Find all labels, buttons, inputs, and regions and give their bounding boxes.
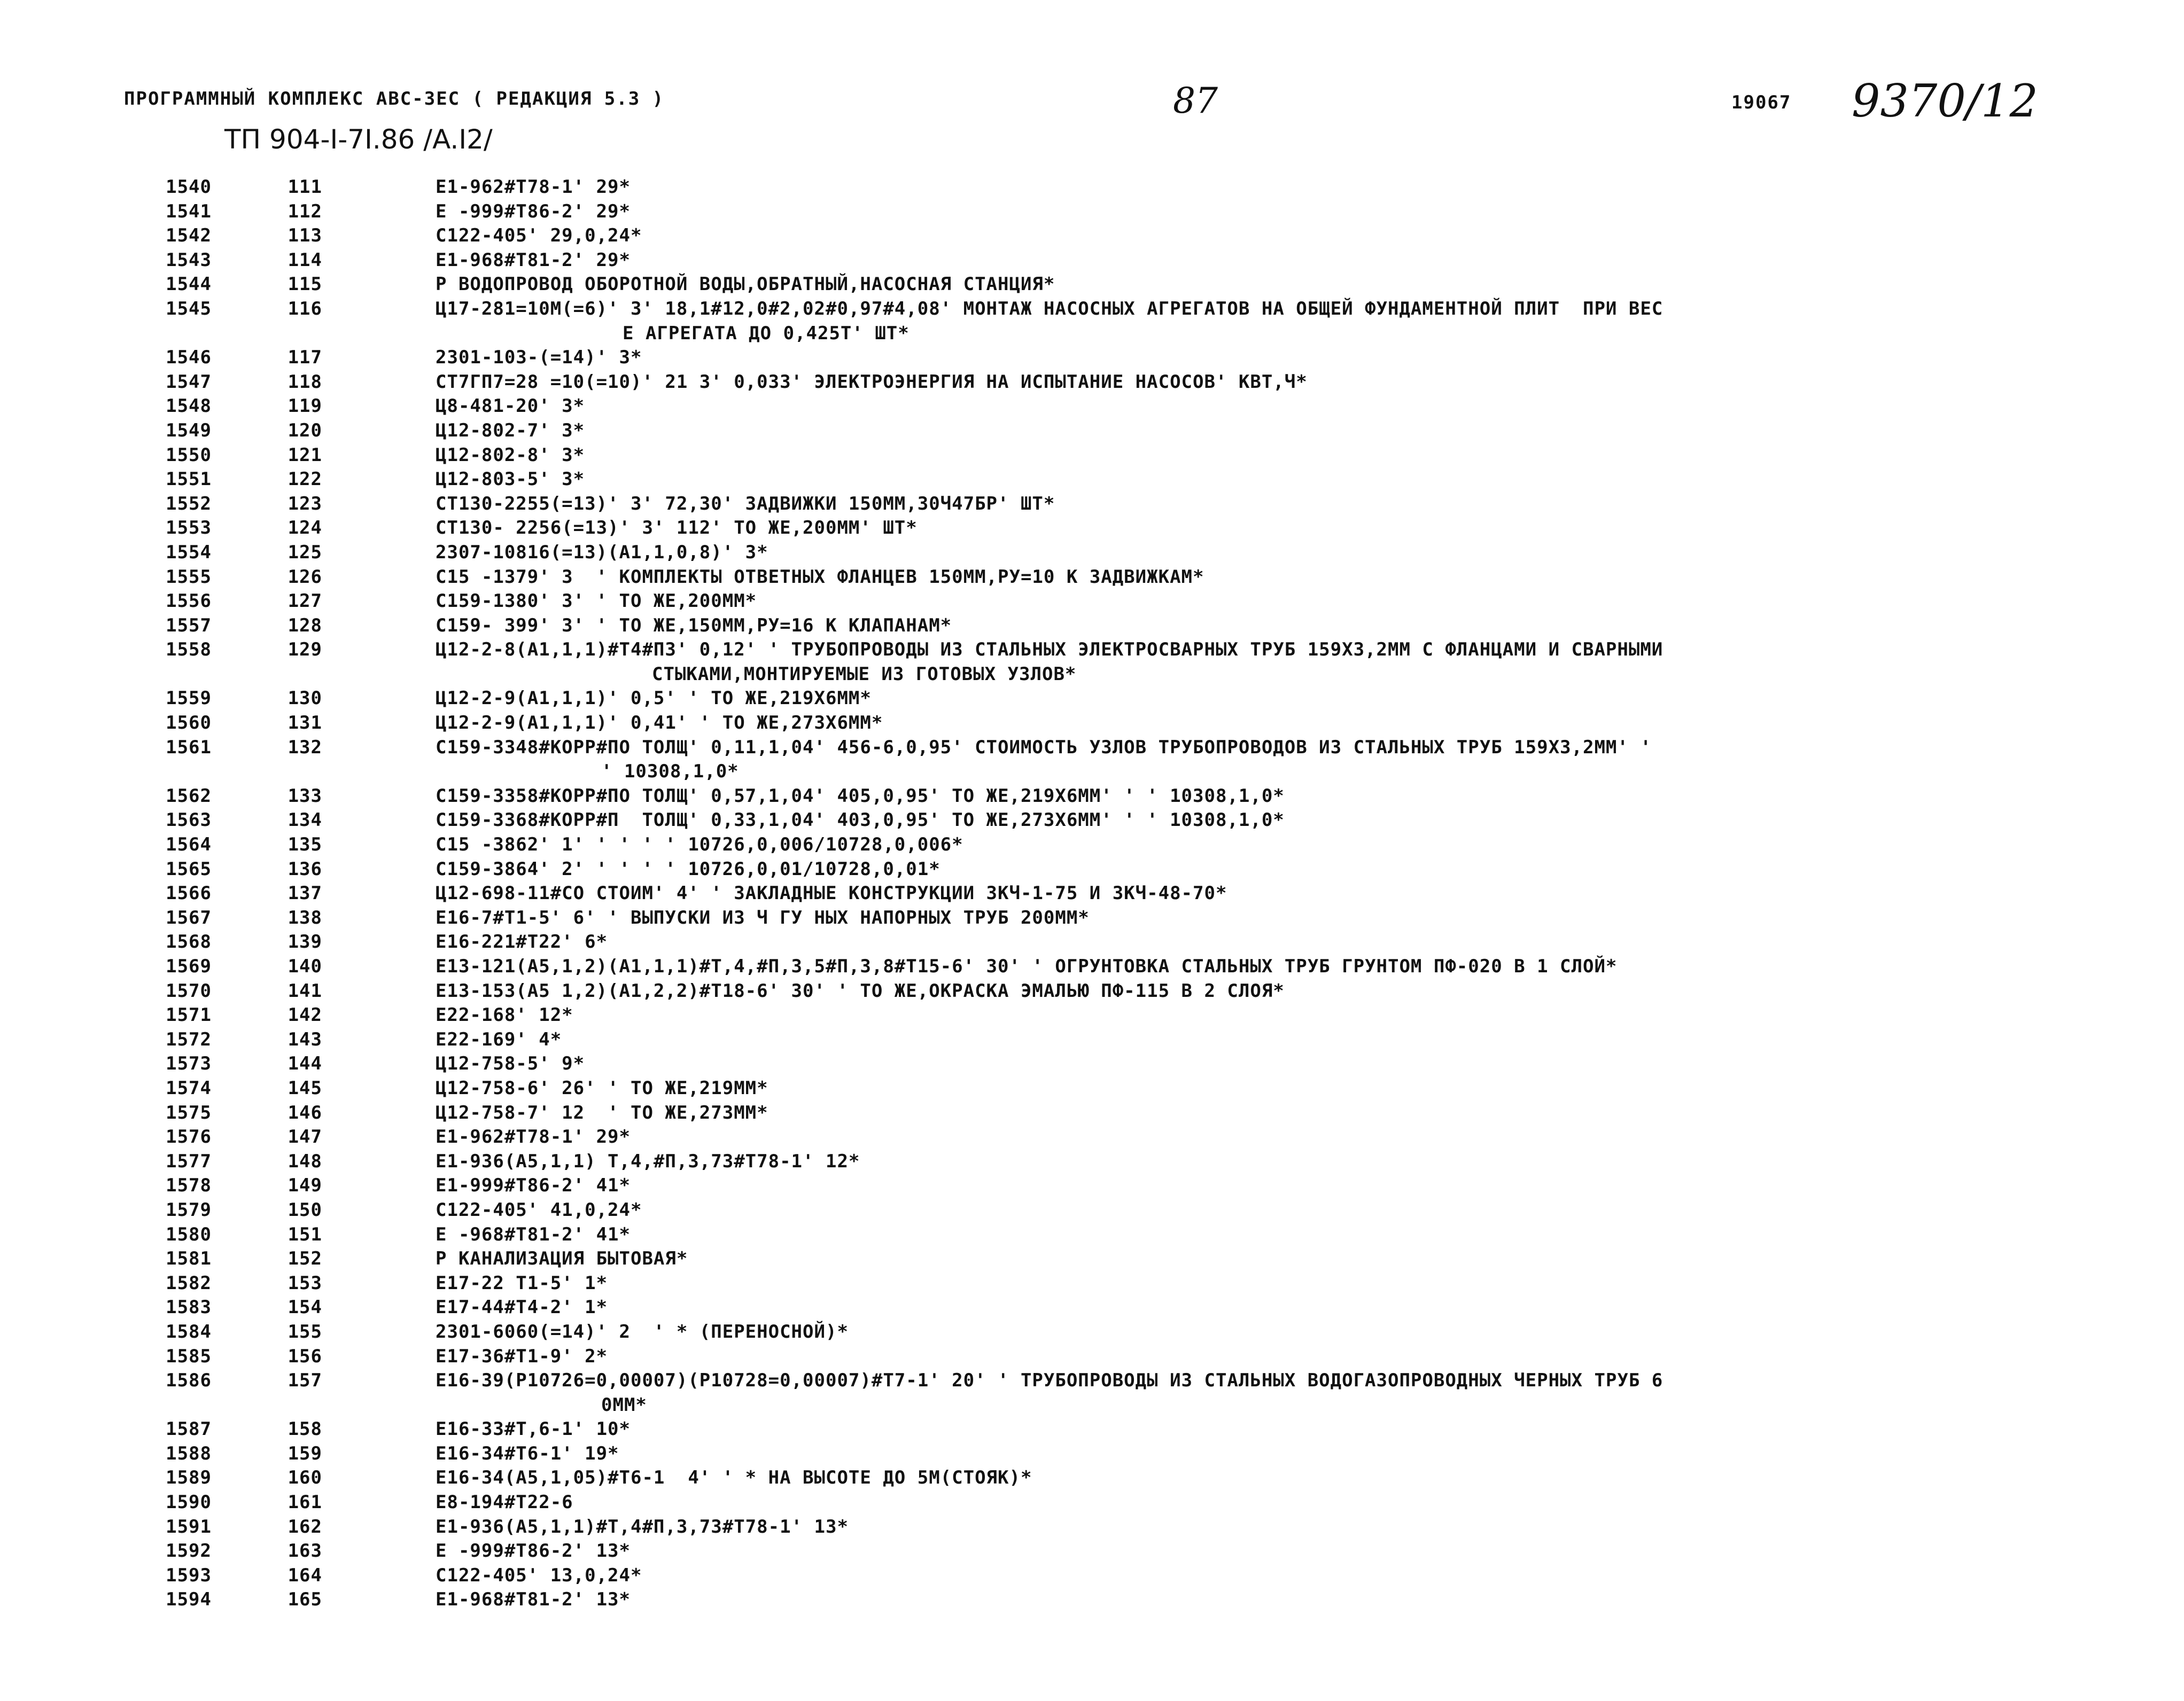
listing-row bbox=[0, 1346, 2184, 1370]
line-sequence-number: 1549 bbox=[166, 419, 212, 441]
listing-row bbox=[0, 737, 2184, 761]
item-text: Ц12-758-6' 26' ' ТО ЖЕ,219ММ* bbox=[436, 1077, 768, 1099]
listing-row-continuation bbox=[0, 664, 2184, 688]
line-sequence-number: 1554 bbox=[166, 541, 212, 563]
item-text: Ц12-802-8' 3* bbox=[436, 444, 585, 466]
item-text: Ц8-481-20' 3* bbox=[436, 395, 585, 417]
item-number: 127 bbox=[287, 590, 322, 612]
item-number: 111 bbox=[287, 176, 322, 198]
line-sequence-number: 1589 bbox=[166, 1467, 212, 1489]
item-text: Р ВОДОПРОВОД ОБОРОТНОЙ ВОДЫ,ОБРАТНЫЙ,НАСОСНАЯ СТАНЦИЯ* bbox=[436, 274, 1055, 295]
listing-row bbox=[0, 931, 2184, 956]
item-text: 2301-6060(=14)' 2 ' * (ПЕРЕНОСНОЙ)* bbox=[436, 1321, 849, 1343]
item-number: 138 bbox=[287, 907, 322, 928]
listing-row bbox=[0, 1175, 2184, 1199]
listing-row bbox=[0, 980, 2184, 1005]
line-sequence-number: 1565 bbox=[166, 858, 212, 880]
item-number: 134 bbox=[287, 809, 322, 831]
listing-row bbox=[0, 883, 2184, 907]
item-number: 158 bbox=[287, 1418, 322, 1440]
listing-row bbox=[0, 956, 2184, 980]
item-text: С159-3348#КОРР#ПО ТОЛЩ' 0,11,1,04' 456-6,0,95' СТОИМОСТЬ УЗЛОВ ТРУБОПРОВОДОВ ИЗ СТАЛЬНЫХ ТРУБ 159Х3,2ММ' ' bbox=[436, 736, 1652, 758]
line-sequence-number: 1569 bbox=[166, 956, 212, 977]
line-sequence-number: 1561 bbox=[166, 736, 212, 758]
line-sequence-number: 1567 bbox=[166, 907, 212, 928]
listing-row bbox=[0, 1492, 2184, 1516]
line-sequence-number: 1556 bbox=[166, 590, 212, 612]
item-number: 161 bbox=[287, 1492, 322, 1513]
line-sequence-number: 1588 bbox=[166, 1442, 212, 1464]
item-text: С159-1380' 3' ' ТО ЖЕ,200ММ* bbox=[436, 590, 757, 612]
item-text: Е16-34#Т6-1' 19* bbox=[436, 1442, 619, 1464]
item-text-continuation: Е АГРЕГАТА ДО 0,425Т' ШТ* bbox=[623, 322, 910, 344]
listing-row bbox=[0, 444, 2184, 469]
line-sequence-number: 1557 bbox=[166, 614, 212, 636]
line-sequence-number: 1594 bbox=[166, 1589, 212, 1611]
listing-row-continuation bbox=[0, 761, 2184, 785]
item-text: Е1-962#Т78-1' 29* bbox=[436, 176, 631, 198]
line-sequence-number: 1590 bbox=[166, 1492, 212, 1513]
listing-row bbox=[0, 615, 2184, 639]
line-sequence-number: 1593 bbox=[166, 1564, 212, 1586]
listing-row bbox=[0, 225, 2184, 249]
listing-row bbox=[0, 371, 2184, 396]
listing-body bbox=[0, 176, 2184, 1613]
listing-row bbox=[0, 1418, 2184, 1443]
item-text: Е8-194#Т22-6 bbox=[436, 1492, 573, 1513]
listing-row bbox=[0, 1589, 2184, 1613]
line-sequence-number: 1568 bbox=[166, 931, 212, 953]
line-sequence-number: 1555 bbox=[166, 566, 212, 588]
line-sequence-number: 1540 bbox=[166, 176, 212, 198]
line-sequence-number: 1591 bbox=[166, 1516, 212, 1538]
item-number: 141 bbox=[287, 980, 322, 1002]
item-text: Е16-33#Т,6-1' 10* bbox=[436, 1418, 631, 1440]
item-text: Е13-153(А5 1,2)(А1,2,2)#Т18-6' 30' ' ТО ЖЕ,ОКРАСКА ЭМАЛЬЮ ПФ-115 В 2 СЛОЯ* bbox=[436, 980, 1285, 1002]
item-number: 140 bbox=[287, 956, 322, 977]
item-number: 153 bbox=[287, 1272, 322, 1294]
item-number: 121 bbox=[287, 444, 322, 466]
item-text: Е17-22 Т1-5' 1* bbox=[436, 1272, 608, 1294]
listing-row bbox=[0, 1224, 2184, 1249]
item-number: 115 bbox=[287, 274, 322, 295]
item-number: 133 bbox=[287, 785, 322, 807]
item-text: Ц12-2-9(А1,1,1)' 0,41' ' ТО ЖЕ,273Х6ММ* bbox=[436, 712, 883, 734]
item-text: Е -999#Т86-2' 13* bbox=[436, 1540, 631, 1562]
item-text: Е1-936(А5,1,1)#Т,4#П,3,73#Т78-1' 13* bbox=[436, 1516, 849, 1538]
item-text: Е16-221#Т22' 6* bbox=[436, 931, 608, 953]
item-text: С122-405' 13,0,24* bbox=[436, 1564, 642, 1586]
item-text: С159-3864' 2' ' ' ' ' 10726,0,01/10728,0,01* bbox=[436, 858, 941, 880]
listing-row bbox=[0, 1078, 2184, 1102]
line-sequence-number: 1585 bbox=[166, 1345, 212, 1367]
line-sequence-number: 1551 bbox=[166, 469, 212, 490]
listing-row bbox=[0, 1467, 2184, 1492]
item-text: С159- 399' 3' ' ТО ЖЕ,150ММ,РУ=16 К КЛАПАНАМ* bbox=[436, 614, 952, 636]
item-text: Е1-962#Т78-1' 29* bbox=[436, 1126, 631, 1148]
line-sequence-number: 1559 bbox=[166, 688, 212, 709]
item-number: 114 bbox=[287, 249, 322, 271]
listing-row bbox=[0, 274, 2184, 298]
line-sequence-number: 1581 bbox=[166, 1248, 212, 1270]
line-sequence-number: 1571 bbox=[166, 1004, 212, 1026]
item-number: 154 bbox=[287, 1297, 322, 1318]
item-text: Ц17-281=10М(=6)' 3' 18,1#12,0#2,02#0,97#4,08' МОНТАЖ НАСОСНЫХ АГРЕГАТОВ НА ОБЩЕЙ ФУНДАМЕНТНОЙ ПЛИТ ПРИ ВЕС bbox=[436, 298, 1664, 319]
item-text: Ц12-2-9(А1,1,1)' 0,5' ' ТО ЖЕ,219Х6ММ* bbox=[436, 688, 872, 709]
item-number: 116 bbox=[287, 298, 322, 319]
listing-row bbox=[0, 712, 2184, 737]
handwritten-note: 9370/12 bbox=[1852, 75, 2038, 127]
item-text: Е22-169' 4* bbox=[436, 1028, 562, 1050]
item-number: 143 bbox=[287, 1028, 322, 1050]
item-text: Ц12-698-11#СО СТОИМ' 4' ' ЗАКЛАДНЫЕ КОНСТРУКЦИИ ЗКЧ-1-75 И ЗКЧ-48-70* bbox=[436, 883, 1227, 904]
item-number: 145 bbox=[287, 1077, 322, 1099]
page-number: 87 bbox=[1173, 80, 1218, 121]
item-number: 122 bbox=[287, 469, 322, 490]
item-number: 120 bbox=[287, 419, 322, 441]
listing-row bbox=[0, 298, 2184, 323]
item-text-continuation: ' 10308,1,0* bbox=[601, 761, 739, 783]
listing-row bbox=[0, 542, 2184, 566]
item-text: СТ130-2255(=13)' 3' 72,30' ЗАДВИЖКИ 150ММ,30Ч47БР' ШТ* bbox=[436, 493, 1055, 514]
listing-row-continuation bbox=[0, 323, 2184, 347]
item-text: Е1-999#Т86-2' 41* bbox=[436, 1175, 631, 1197]
listing-row bbox=[0, 1029, 2184, 1054]
listing-row bbox=[0, 176, 2184, 201]
item-number: 117 bbox=[287, 347, 322, 369]
project-subtitle: ТП 904-I-7I.86 /A.I2/ bbox=[224, 124, 493, 155]
item-number: 151 bbox=[287, 1223, 322, 1245]
item-number: 113 bbox=[287, 225, 322, 247]
item-text: С159-3368#КОРР#П ТОЛЩ' 0,33,1,04' 403,0,95' ТО ЖЕ,273Х6ММ' ' ' 10308,1,0* bbox=[436, 809, 1285, 831]
item-text: Е17-36#Т1-9' 2* bbox=[436, 1345, 608, 1367]
listing-row bbox=[0, 1370, 2184, 1394]
line-sequence-number: 1548 bbox=[166, 395, 212, 417]
line-sequence-number: 1553 bbox=[166, 517, 212, 539]
item-text: Е16-7#Т1-5' 6' ' ВЫПУСКИ ИЗ Ч ГУ НЫХ НАПОРНЫХ ТРУБ 200ММ* bbox=[436, 907, 1090, 928]
listing-row bbox=[0, 639, 2184, 664]
line-sequence-number: 1576 bbox=[166, 1126, 212, 1148]
item-text: Е1-968#Т81-2' 13* bbox=[436, 1589, 631, 1611]
listing-row bbox=[0, 469, 2184, 493]
item-number: 129 bbox=[287, 639, 322, 661]
item-text: Е1-968#Т81-2' 29* bbox=[436, 249, 631, 271]
item-number: 146 bbox=[287, 1102, 322, 1123]
line-sequence-number: 1592 bbox=[166, 1540, 212, 1562]
line-sequence-number: 1562 bbox=[166, 785, 212, 807]
item-number: 123 bbox=[287, 493, 322, 514]
listing-row bbox=[0, 347, 2184, 371]
line-sequence-number: 1558 bbox=[166, 639, 212, 661]
item-text: Ц12-758-7' 12 ' ТО ЖЕ,273ММ* bbox=[436, 1102, 768, 1123]
item-text-continuation: СТЫКАМИ,МОНТИРУЕМЫЕ ИЗ ГОТОВЫХ УЗЛОВ* bbox=[652, 663, 1077, 685]
listing-row bbox=[0, 859, 2184, 883]
item-number: 155 bbox=[287, 1321, 322, 1343]
line-sequence-number: 1582 bbox=[166, 1272, 212, 1294]
item-number: 139 bbox=[287, 931, 322, 953]
item-text: Е16-34(А5,1,05)#Т6-1 4' ' * НА ВЫСОТЕ ДО 5М(СТОЯК)* bbox=[436, 1467, 1032, 1489]
line-sequence-number: 1575 bbox=[166, 1102, 212, 1123]
listing-row bbox=[0, 1248, 2184, 1273]
item-number: 149 bbox=[287, 1175, 322, 1197]
line-sequence-number: 1543 bbox=[166, 249, 212, 271]
listing-row bbox=[0, 1102, 2184, 1127]
line-sequence-number: 1560 bbox=[166, 712, 212, 734]
line-sequence-number: 1577 bbox=[166, 1150, 212, 1172]
listing-row bbox=[0, 785, 2184, 810]
item-text: Е22-168' 12* bbox=[436, 1004, 573, 1026]
line-sequence-number: 1563 bbox=[166, 809, 212, 831]
line-sequence-number: 1584 bbox=[166, 1321, 212, 1343]
line-sequence-number: 1542 bbox=[166, 225, 212, 247]
item-number: 112 bbox=[287, 200, 322, 222]
item-text: Е16-39(Р10726=0,00007)(Р10728=0,00007)#Т7-1' 20' ' ТРУБОПРОВОДЫ ИЗ СТАЛЬНЫХ ВОДОГАЗОПРОВОДНЫХ ЧЕРНЫХ ТРУБ 6 bbox=[436, 1370, 1664, 1392]
line-sequence-number: 1545 bbox=[166, 298, 212, 319]
item-number: 165 bbox=[287, 1589, 322, 1611]
line-sequence-number: 1572 bbox=[166, 1028, 212, 1050]
line-sequence-number: 1550 bbox=[166, 444, 212, 466]
item-text: Е -999#Т86-2' 29* bbox=[436, 200, 631, 222]
item-number: 142 bbox=[287, 1004, 322, 1026]
item-text: С122-405' 29,0,24* bbox=[436, 225, 642, 247]
item-text: Р КАНАЛИЗАЦИЯ БЫТОВАЯ* bbox=[436, 1248, 688, 1270]
item-text: 2307-10816(=13)(А1,1,0,8)' 3* bbox=[436, 541, 768, 563]
item-number: 131 bbox=[287, 712, 322, 734]
item-text: Ц12-802-7' 3* bbox=[436, 419, 585, 441]
listing-row bbox=[0, 907, 2184, 932]
listing-row bbox=[0, 1053, 2184, 1078]
line-sequence-number: 1586 bbox=[166, 1370, 212, 1392]
item-text: Ц12-758-5' 9* bbox=[436, 1053, 585, 1075]
item-text: С15 -1379' 3 ' КОМПЛЕКТЫ ОТВЕТНЫХ ФЛАНЦЕВ 150ММ,РУ=10 К ЗАДВИЖКАМ* bbox=[436, 566, 1204, 588]
item-number: 164 bbox=[287, 1564, 322, 1586]
item-number: 136 bbox=[287, 858, 322, 880]
item-number: 152 bbox=[287, 1248, 322, 1270]
item-text: Е1-936(А5,1,1) Т,4,#П,3,73#Т78-1' 12* bbox=[436, 1150, 860, 1172]
line-sequence-number: 1552 bbox=[166, 493, 212, 514]
item-number: 148 bbox=[287, 1150, 322, 1172]
item-number: 132 bbox=[287, 736, 322, 758]
item-number: 144 bbox=[287, 1053, 322, 1075]
item-number: 128 bbox=[287, 614, 322, 636]
item-text: Ц12-2-8(А1,1,1)#Т4#П3' 0,12' ' ТРУБОПРОВОДЫ ИЗ СТАЛЬНЫХ ЭЛЕКТРОСВАРНЫХ ТРУБ 159Х3,2ММ С ФЛАНЦАМИ И СВАРНЫМИ bbox=[436, 639, 1664, 661]
listing-row bbox=[0, 834, 2184, 859]
document-code: 19067 bbox=[1731, 92, 1792, 113]
listing-row bbox=[0, 566, 2184, 591]
item-number: 159 bbox=[287, 1442, 322, 1464]
line-sequence-number: 1579 bbox=[166, 1199, 212, 1221]
listing-row bbox=[0, 1297, 2184, 1321]
listing-row bbox=[0, 1565, 2184, 1589]
item-text: С122-405' 41,0,24* bbox=[436, 1199, 642, 1221]
item-text: Ц12-803-5' 3* bbox=[436, 469, 585, 490]
item-number: 160 bbox=[287, 1467, 322, 1489]
listing-row bbox=[0, 1443, 2184, 1468]
item-text: Е13-121(А5,1,2)(А1,1,1)#Т,4,#П,3,5#П,3,8#Т15-6' 30' ' ОГРУНТОВКА СТАЛЬНЫХ ТРУБ ГРУНТОМ ПФ-020 В 1 СЛОЙ* bbox=[436, 956, 1618, 977]
item-number: 124 bbox=[287, 517, 322, 539]
item-number: 118 bbox=[287, 371, 322, 393]
item-text: СТ130- 2256(=13)' 3' 112' ТО ЖЕ,200ММ' ШТ* bbox=[436, 517, 918, 539]
item-number: 162 bbox=[287, 1516, 322, 1538]
listing-row bbox=[0, 517, 2184, 542]
program-header: ПРОГРАММНЫЙ КОМПЛЕКС АВС-3ЕС ( РЕДАКЦИЯ 5.3 ) bbox=[124, 88, 665, 110]
listing-row bbox=[0, 249, 2184, 274]
line-sequence-number: 1587 bbox=[166, 1418, 212, 1440]
listing-row bbox=[0, 1540, 2184, 1565]
listing-row bbox=[0, 1321, 2184, 1346]
listing-row bbox=[0, 493, 2184, 518]
line-sequence-number: 1566 bbox=[166, 883, 212, 904]
item-number: 135 bbox=[287, 834, 322, 856]
listing-row bbox=[0, 1199, 2184, 1224]
listing-row bbox=[0, 1516, 2184, 1541]
item-number: 156 bbox=[287, 1345, 322, 1367]
item-text: Е -968#Т81-2' 41* bbox=[436, 1223, 631, 1245]
line-sequence-number: 1547 bbox=[166, 371, 212, 393]
item-text: 2301-103-(=14)' 3* bbox=[436, 347, 642, 369]
item-number: 125 bbox=[287, 541, 322, 563]
item-number: 119 bbox=[287, 395, 322, 417]
item-number: 147 bbox=[287, 1126, 322, 1148]
listing-row bbox=[0, 201, 2184, 225]
item-text: С15 -3862' 1' ' ' ' ' 10726,0,006/10728,0,006* bbox=[436, 834, 963, 856]
item-text: Е17-44#Т4-2' 1* bbox=[436, 1297, 608, 1318]
line-sequence-number: 1546 bbox=[166, 347, 212, 369]
line-sequence-number: 1573 bbox=[166, 1053, 212, 1075]
item-number: 130 bbox=[287, 688, 322, 709]
line-sequence-number: 1578 bbox=[166, 1175, 212, 1197]
item-text: СТ7ГП7=28 =10(=10)' 21 3' 0,033' ЭЛЕКТРОЭНЕРГИЯ НА ИСПЫТАНИЕ НАСОСОВ' КВТ,Ч* bbox=[436, 371, 1308, 393]
item-text: С159-3358#КОРР#ПО ТОЛЩ' 0,57,1,04' 405,0,95' ТО ЖЕ,219Х6ММ' ' ' 10308,1,0* bbox=[436, 785, 1285, 807]
line-sequence-number: 1544 bbox=[166, 274, 212, 295]
listing-row bbox=[0, 688, 2184, 712]
item-number: 126 bbox=[287, 566, 322, 588]
line-sequence-number: 1570 bbox=[166, 980, 212, 1002]
line-sequence-number: 1541 bbox=[166, 200, 212, 222]
listing-row bbox=[0, 1151, 2184, 1175]
line-sequence-number: 1583 bbox=[166, 1297, 212, 1318]
item-text-continuation: 0ММ* bbox=[601, 1394, 647, 1416]
item-number: 137 bbox=[287, 883, 322, 904]
listing-row bbox=[0, 1126, 2184, 1151]
listing-row bbox=[0, 809, 2184, 834]
line-sequence-number: 1580 bbox=[166, 1223, 212, 1245]
listing-row bbox=[0, 420, 2184, 444]
listing-row-continuation bbox=[0, 1394, 2184, 1419]
listing-row bbox=[0, 590, 2184, 615]
item-number: 157 bbox=[287, 1370, 322, 1392]
line-sequence-number: 1564 bbox=[166, 834, 212, 856]
line-sequence-number: 1574 bbox=[166, 1077, 212, 1099]
listing-row bbox=[0, 1273, 2184, 1297]
item-number: 150 bbox=[287, 1199, 322, 1221]
listing-row bbox=[0, 395, 2184, 420]
listing-row bbox=[0, 1004, 2184, 1029]
item-number: 163 bbox=[287, 1540, 322, 1562]
